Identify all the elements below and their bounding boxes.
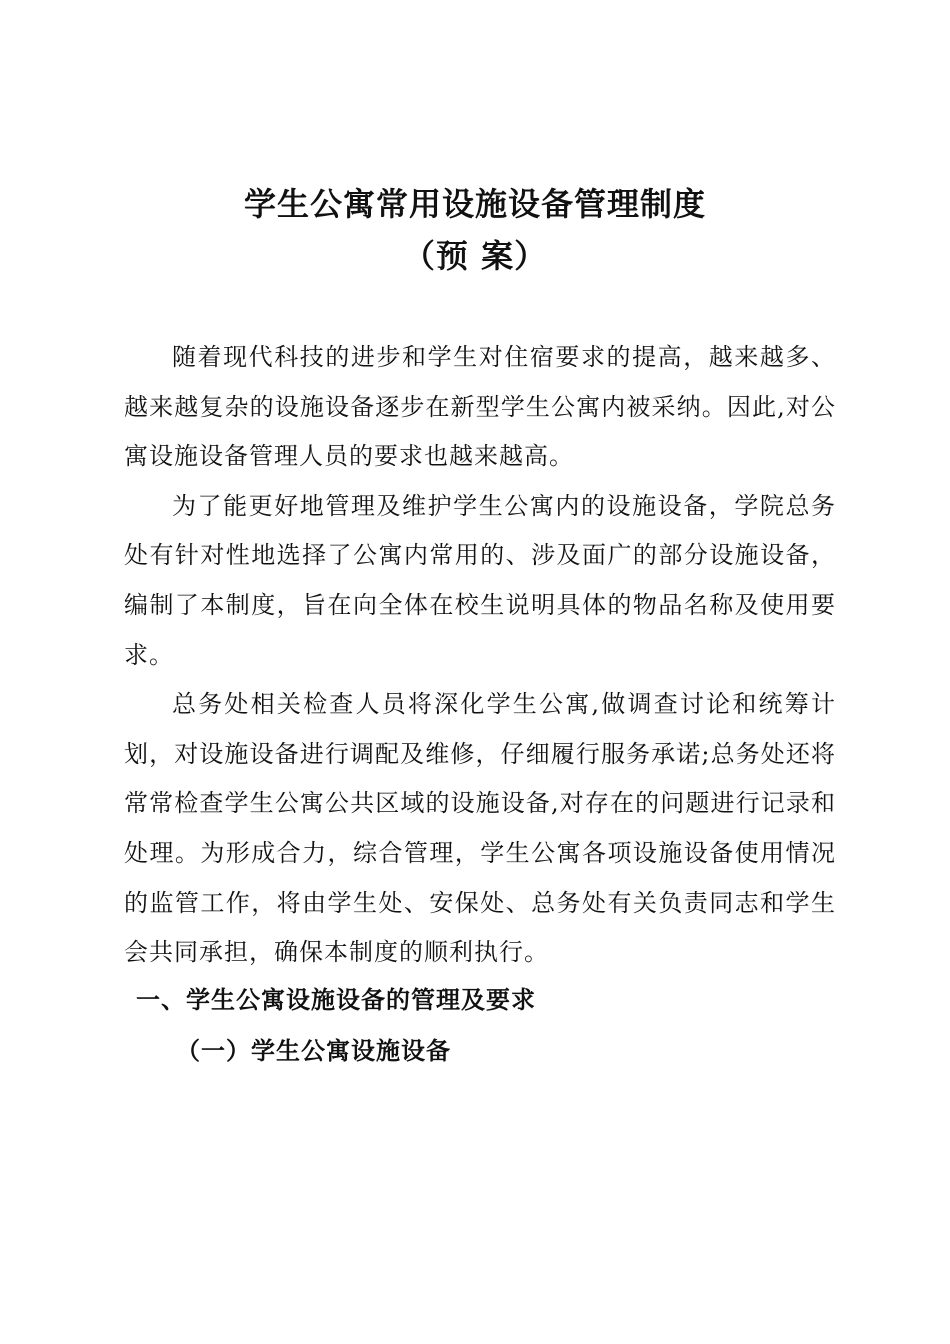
paragraph-2: 为了能更好地管理及维护学生公寓内的设施设备，学院总务处有针对性地选择了公寓内常用的、涉及面广的部分设施设备，编制了本制度，旨在向全体在校生说明具体的物品名称及使用要求。 <box>124 491 836 669</box>
document-title: 学生公寓常用设施设备管理制度 <box>243 185 706 223</box>
paragraph-1: 随着现代科技的进步和学生对住宿要求的提高，越来越多、越来越复杂的设施设备逐步在新型学生公寓内被采纳。因此,对公寓设施设备管理人员的要求也越来越高。 <box>124 343 836 471</box>
document-body <box>124 333 836 978</box>
subsection-heading: （一）学生公寓设施设备 <box>176 1036 451 1065</box>
document-subtitle: （预 案） <box>402 237 548 275</box>
section-heading: 一、学生公寓设施设备的管理及要求 <box>136 986 536 1014</box>
paragraph-3: 总务处相关检查人员将深化学生公寓,做调查讨论和统筹计划，对设施设备进行调配及维修，仔细履行服务承诺;总务处还将常常检查学生公寓公共区域的设施设备,对存在的问题进行记录和处理。为形成合力，综合管理，学生公寓各项设施设备使用情况的监管工作，将由学生处、安保处、总务处有关负责同志和学生会共同承担，确保本制度的顺利执行。 <box>124 690 836 967</box>
